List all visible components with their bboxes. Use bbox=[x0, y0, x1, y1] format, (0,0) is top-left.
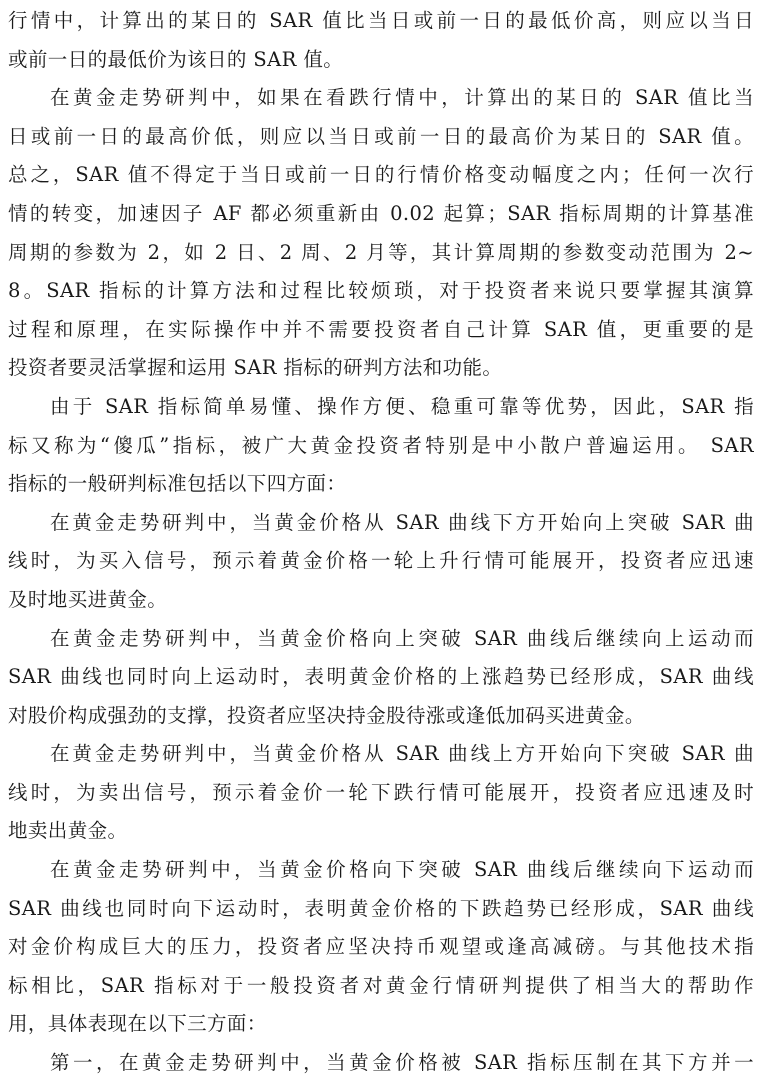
text-line: 总之，SAR 值不得定于当日或前一日的行情价格变动幅度之内；任何一次行 bbox=[8, 163, 754, 187]
text-line: 线时，为卖出信号，预示着金价一轮下跌行情可能展开，投资者应迅速及时 bbox=[8, 780, 754, 804]
paragraph-start-line: 在黄金走势研判中，当黄金价格从 SAR 曲线下方开始向上突破 SAR 曲 bbox=[50, 510, 754, 534]
text-line: 指标的一般研判标准包括以下四方面： bbox=[8, 472, 347, 496]
text-line: 线时，为买入信号，预示着黄金价格一轮上升行情可能展开，投资者应迅速 bbox=[8, 549, 754, 573]
text-line: 日或前一日的最高价低，则应以当日或前一日的最高价为某日的 SAR 值。 bbox=[8, 124, 754, 148]
text-line: 或前一日的最低价为该日的 SAR 值。 bbox=[8, 47, 344, 71]
text-line: 标又称为“傻瓜”指标，被广大黄金投资者特别是中小散户普遍运用。 SAR bbox=[8, 433, 754, 457]
text-line: 及时地买进黄金。 bbox=[8, 587, 168, 611]
paragraph-start-line: 在黄金走势研判中，如果在看跌行情中，计算出的某日的 SAR 值比当 bbox=[50, 86, 754, 110]
text-line: 过程和原理，在实际操作中并不需要投资者自己计算 SAR 值，更重要的是 bbox=[8, 317, 754, 341]
paragraph-start-line: 第一，在黄金走势研判中，当黄金价格被 SAR 指标压制在其下方并一 bbox=[50, 1051, 754, 1075]
text-line: 标相比，SAR 指标对于一般投资者对黄金行情研判提供了相当大的帮助作 bbox=[8, 973, 754, 997]
text-line: 对股价构成强劲的支撑，投资者应坚决持金股待涨或逢低加码买进黄金。 bbox=[8, 703, 645, 727]
text-line: 对金价构成巨大的压力，投资者应坚决持币观望或逢高减磅。与其他技术指 bbox=[8, 935, 754, 959]
paragraph-start-line: 由于 SAR 指标简单易懂、操作方便、稳重可靠等优势，因此，SAR 指 bbox=[50, 394, 754, 418]
paragraph-start-line: 在黄金走势研判中，当黄金价格向下突破 SAR 曲线后继续向下运动而 bbox=[50, 858, 754, 882]
text-line: 行情中，计算出的某日的 SAR 值比当日或前一日的最低价高，则应以当日 bbox=[8, 9, 754, 32]
text-line: 用，具体表现在以下三方面： bbox=[8, 1012, 267, 1036]
text-line: 周期的参数为 2，如 2 日、2 周、2 月等，其计算周期的参数变动范围为 2~ bbox=[8, 240, 754, 264]
text-line: SAR 曲线也同时向上运动时，表明黄金价格的上涨趋势已经形成，SAR 曲线 bbox=[8, 665, 754, 689]
paragraph-start-line: 在黄金走势研判中，当黄金价格向上突破 SAR 曲线后继续向上运动而 bbox=[50, 626, 754, 650]
text-line: SAR 曲线也同时向下运动时，表明黄金价格的下跌趋势已经形成，SAR 曲线 bbox=[8, 896, 754, 920]
text-line: 8。SAR 指标的计算方法和过程比较烦琐，对于投资者来说只要掌握其演算 bbox=[8, 279, 754, 303]
text-line: 投资者要灵活掌握和运用 SAR 指标的研判方法和功能。 bbox=[8, 356, 503, 380]
text-line: 情的转变，加速因子 AF 都必须重新由 0.02 起算；SAR 指标周期的计算基准 bbox=[8, 201, 754, 225]
paragraph-start-line: 在黄金走势研判中，当黄金价格从 SAR 曲线上方开始向下突破 SAR 曲 bbox=[50, 742, 754, 766]
text-line: 地卖出黄金。 bbox=[8, 819, 128, 843]
